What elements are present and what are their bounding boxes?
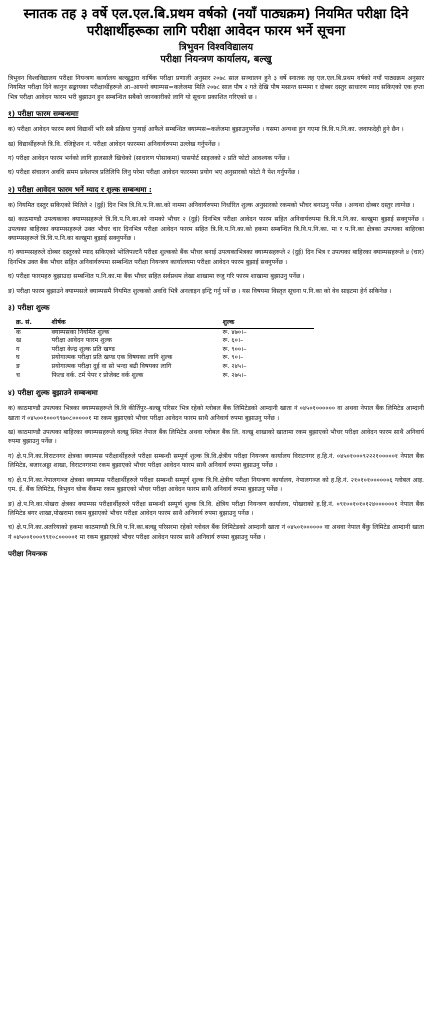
row-serial: ख: [16, 337, 22, 345]
section-4-item: च) क्षे.प.नि.का.अतरियाको हकमा काठमाण्डौ त्रि.वि प.नि.का.बल्खु परिसरमा रहेको ग्लोवल बैंक लिमिटेडको आम्दानी खाता नं ०४५०१०००००० वा अथवा नेपाल बैंकु लिमिटेड आम्दानी खाता नं ०४५००१०००९९१०८०००००१ मा रकम बुझाएको भौचर परीक्षा आवेदन फारम साथै अनिवार्य रुपमा बुझाउनु पर्नेछ ।: [8, 524, 424, 541]
row-title: प्रयोगात्मक परीक्षा प्रति खण्ड एक विषयका लागि शुल्क: [51, 354, 173, 362]
row-title: क्याम्पसका नियमित शुल्क: [51, 328, 110, 336]
section-1-item: क) परीक्षा आवेदन फारम स्वयं विद्यार्थी भरि सबै प्रक्रिया पुर्‍याई आफैले सम्बन्धित क्याम्पस=कलेजमा बुझाउनुपर्नेछ । यसमा अन्यथा हुन गएमा त्रि.वि.प.नि.का. जवाफदेही हुने छैन ।: [8, 126, 404, 134]
row-title: प्रयोगात्मक परीक्षा दुई वा सो भन्दा बढी विषयका लागि: [51, 363, 172, 371]
table-row: [14, 337, 314, 346]
row-title: परीक्षा आवेदन फारम शुल्क: [51, 337, 112, 345]
row-serial: ङ: [16, 363, 20, 371]
section-1-item: ख) विद्यार्थीहरूले त्रि.वि. रजिष्ट्रेशन नं. परीक्षा आवेदन फारममा अनिवार्यरुपमा उल्लेख गर्नुपर्नेछ ।: [8, 140, 220, 148]
signatory: परीक्षा नियन्त्रक: [8, 550, 48, 559]
table-row: [14, 363, 314, 372]
col-fee: शुल्क: [221, 319, 314, 328]
section-2-item: ख) काठमाण्डौ उपत्यकाका क्याम्पसहरूले त्रि.वि.प.नि.का.को नामको भौचर २ (दुई) दिनभित्र परीक्षा आवेदन फारम सहित अनिवार्यरुपमा त्रि.वि.प.नि.का. बल्खुमा बुझाई सक्नुपर्नेछ । उपत्यका बाहिरका क्याम्पसहरूले उक्त भौचर चार दिनभित्र परीक्षा आवेदन फारम सहित त्रि.वि.प.नि.का.को हकमा सम्बन्धित त्रि.वि.प.नि.का. मा र प.नि.का क्षेत्रका उपत्यका बाहिरका क्याम्पसहरूले त्रि.वि.प.नि.का बल्खुमा बुझाई सक्नुपर्नेछ ।: [8, 216, 424, 243]
section-4-item: क) काठमाण्डौ उपत्यका भित्रका क्याम्पसहरूले त्रि.वि कीर्तिपुर–बल्खु परिसर भित्र रहेको ग्लोबल बैंक लिमिटेडको आम्दानी खाता नं ०४५०१०००००० वा अथवा नेपाल बैंक लिमिटेड आम्दानी खाता नं ०४५००१०००९९७०८०००००१ मा रकम बुझाएको भौचर परीक्षा आवेदन फारम साथै अनिवार्य रुपमा बुझाउनु पर्नेछ ।: [8, 405, 424, 422]
row-title: परीक्षा केन्द्र शुल्क प्रति खण्ड: [51, 345, 115, 353]
row-title: फिल्ड वर्क. टर्म पेपर र प्रोजेक्ट वर्क शुल्क: [51, 371, 144, 379]
notice-title: स्नातक तह ३ वर्षे एल.एल.बि.प्रथम वर्षको (नयाँ पाठ्यक्रम) नियमित परीक्षा दिने परीक्षार्थीहरूका लागि परीक्षा आवेदन फारम भर्ने सूचना: [23, 7, 409, 39]
col-title: शीर्षक: [50, 319, 221, 328]
section-4-item: ख) काठमाण्डौ उपत्यका बाहिरका क्याम्पसहरूले वल्खु स्थित नेपाल बैंक लिमिटेड अथवा ग्लोबल बैंक लि. वल्खु शाखाको खातामा रकम बुझाएको भौचर परीक्षा आवेदन फारम साथै अनिवार्य रुपमा बुझाउनु पर्नेछ ।: [8, 429, 424, 446]
office-name: परीक्षा नियन्त्रण कार्यालय, बल्खु: [160, 54, 272, 65]
row-serial: ग: [16, 345, 20, 353]
section-2-heading: २) परीक्षा आवेदन फारम भर्ने म्याद र शुल्क सम्बन्धमा :: [8, 184, 152, 194]
row-fee: रू. ४७०।–: [222, 328, 247, 336]
section-2-item: ग) क्याम्पसहरुले दोब्बर दस्तुरको म्याद सकिएको भोलिपल्टनै परीक्षा शुल्कको बैंक भौचर बनाई उपत्यकाभित्रका क्याम्पसहरूले २ (दुई) दिन भित्र र उपत्यका बाहिरका क्याम्पसहरूले ४ (चार) दिनभित्र उक्त बैंक भौचर सहित अनिवार्यरुपमा सम्बन्धित परीक्षा नियन्त्रण कार्यालयमा परीक्षा आवेदन फारम बुझाई सक्नुपर्नेछ ।: [8, 249, 424, 266]
row-fee: रू. २४५।–: [222, 363, 247, 371]
row-fee: रू. ९०।–: [222, 354, 244, 362]
row-serial: क: [16, 328, 21, 336]
col-serial: क्र. सं.: [14, 319, 50, 328]
row-serial: च: [16, 371, 20, 379]
section-1-item: घ) परीक्षा संचालन अवधि समम प्रवेशपत्र प्रतिलिपि लिनु परेमा परीक्षा आवेदन फारममा प्रयोग भए अनुसारको फोटो नै पेश गर्नुपर्नेछ ।: [8, 169, 300, 177]
section-2-item: ङ) परीक्षा फारम बुझाउने क्याम्पसले क्याम्पसमै नियमित शुल्कको अवधि भित्रै अनलाइन इन्ट्रि गर्नु पर्ने छ । यस विषयमा विस्तृत सूचना प.नि.का को वेव साइटमा हेर्न सकिनेछ ।: [8, 287, 392, 295]
table-row: [14, 354, 314, 363]
row-fee: रू. ६०।–: [222, 337, 244, 345]
fee-table-header: [14, 319, 314, 328]
fee-table: [14, 319, 314, 380]
section-2-item: क) नियमित दस्तुर सकिएको मितिले २ (दुई) दिन भित्र त्रि.वि.प.नि.का.को नाममा अनिवार्यरुपमा निर्धारित शुल्क अनुसारको रकमको भौचर बनाउनु पर्नेछ । अन्यथा दोब्बर दस्तुर लाग्नेछ ।: [8, 201, 415, 209]
intro-paragraph: त्रिभुवन विश्वविद्यालय परीक्षा नियन्त्रण कार्यालय बल्खुद्वारा वार्षिक परीक्षा प्रणाली अनुसार २०७८ साल सञ्चालन हुने ३ वर्षे स्नातक तह एल.एल.बि.प्रथम वर्षको नयाँ पाठ्यक्रम अनुसार नियमित परीक्षा दिने कानुन सङ्कायका परीक्षार्थीहरूले आ–आफ्नो क्याम्पस=कलेजमा मिति २०७८ साल पौष २ गते देखि पौष मसान्त सम्ममा र दोब्बर दस्तुर साधारण म्याद सकिएको एक हप्ता भित्र परीक्षा आवेदन फारम भरी बुझाउन हुन सम्बन्धित सबैको जानकारीको लागि यो सूचना प्रकाशित गरिएको छ ।: [8, 75, 424, 101]
section-4-heading: ४) परीक्षा शुल्क बुझाउने सम्बन्धमा: [8, 388, 98, 398]
section-2-item: घ) परीक्षा फारमहरु बुझाउदा सम्बन्धित प.नि.का.मा बैंक भौचर सहित सर्वप्रथम लेखा शाखामा रुजु गरि फारम शाखामा बुझाउनु पर्नेछ ।: [8, 273, 305, 281]
section-1-heading: १) परीक्षा फारम सम्बन्धमाः: [8, 109, 79, 119]
section-3-heading: ३) परीक्षा शुल्क: [8, 303, 50, 313]
section-4-item: घ) क्षे.प.नि.का.नेपालगञ्ज क्षेत्रका क्याम्पस परीक्षार्थीहरुले परीक्षा सम्बन्धी सम्पूर्ण शुल्क त्रि.वि.क्षेत्रीय परीक्षा नियन्त्रण कार्यालय, नेपालगञ्ज को ह.हि.नं. २१०१०१००००००६ ग्लोबल आइ. एम. ई. बैंक लिमिटेड, त्रिभुवन चोक बैंकमा रकम बुझाएको भौचर परीक्षा आवेदन फारम साथै अनिवार्य रुपमा बुझाउनु पर्नेछ ।: [8, 476, 424, 494]
table-row: [14, 372, 314, 381]
university-name: त्रिभुवन विश्वविद्यालय: [178, 42, 254, 53]
row-fee: रू. २७५।–: [222, 371, 247, 379]
section-4-item: ङ) क्षे.प.नि.का.पोखरा क्षेत्रका क्याम्पस परीक्षार्थीहरुले परीक्षा सम्बन्धी सम्पूर्ण शुल्क त्रि.वि. क्षेत्रिय परीक्षा नियन्त्रण कार्यालय, पोखराको ह.हि.नं. ०९१००१०१०१२४००००००१ नेपाल बैंक लिमिटेड बगर शाखा,पोखरामा रकम बुझाएको भौचर परीक्षा आवेदन फारम साथै अनिवार्य रुपमा बुझाउनु पर्नेछ ।: [8, 500, 424, 517]
section-4-item: ग) क्षे.प.नि.का.विराटनगर क्षेत्रका क्याम्पस परीक्षार्थीहरुले परीक्षा सम्बन्धी सम्पूर्ण शुल्क त्रि.वि.क्षेत्रीय परीक्षा नियन्त्रण कार्यालय विराटनगर ह.हि.नं. ०४५०१०००९२२२१०००००१ नेपाल बैंक लिमिटेड, बजारअड्डा शाखा, विराटनगरमा रकम बुझाएको भौचर परीक्षा आवेदन फारम साथै अनिवार्य रुपमा बुझाउनु पर्नेछ ।: [8, 452, 424, 470]
row-serial: घ: [16, 354, 20, 362]
row-fee: रू. ९००।–: [222, 345, 247, 353]
table-row: [14, 328, 314, 337]
section-1-item: ग) परीक्षा आवेदन फारम भर्नको लागि हालसालै खिचेको (साधारण पोसाकमा) पासपोर्ट साइजको २ प्रति फोटो आवश्यक पर्नेछ ।: [8, 155, 290, 163]
